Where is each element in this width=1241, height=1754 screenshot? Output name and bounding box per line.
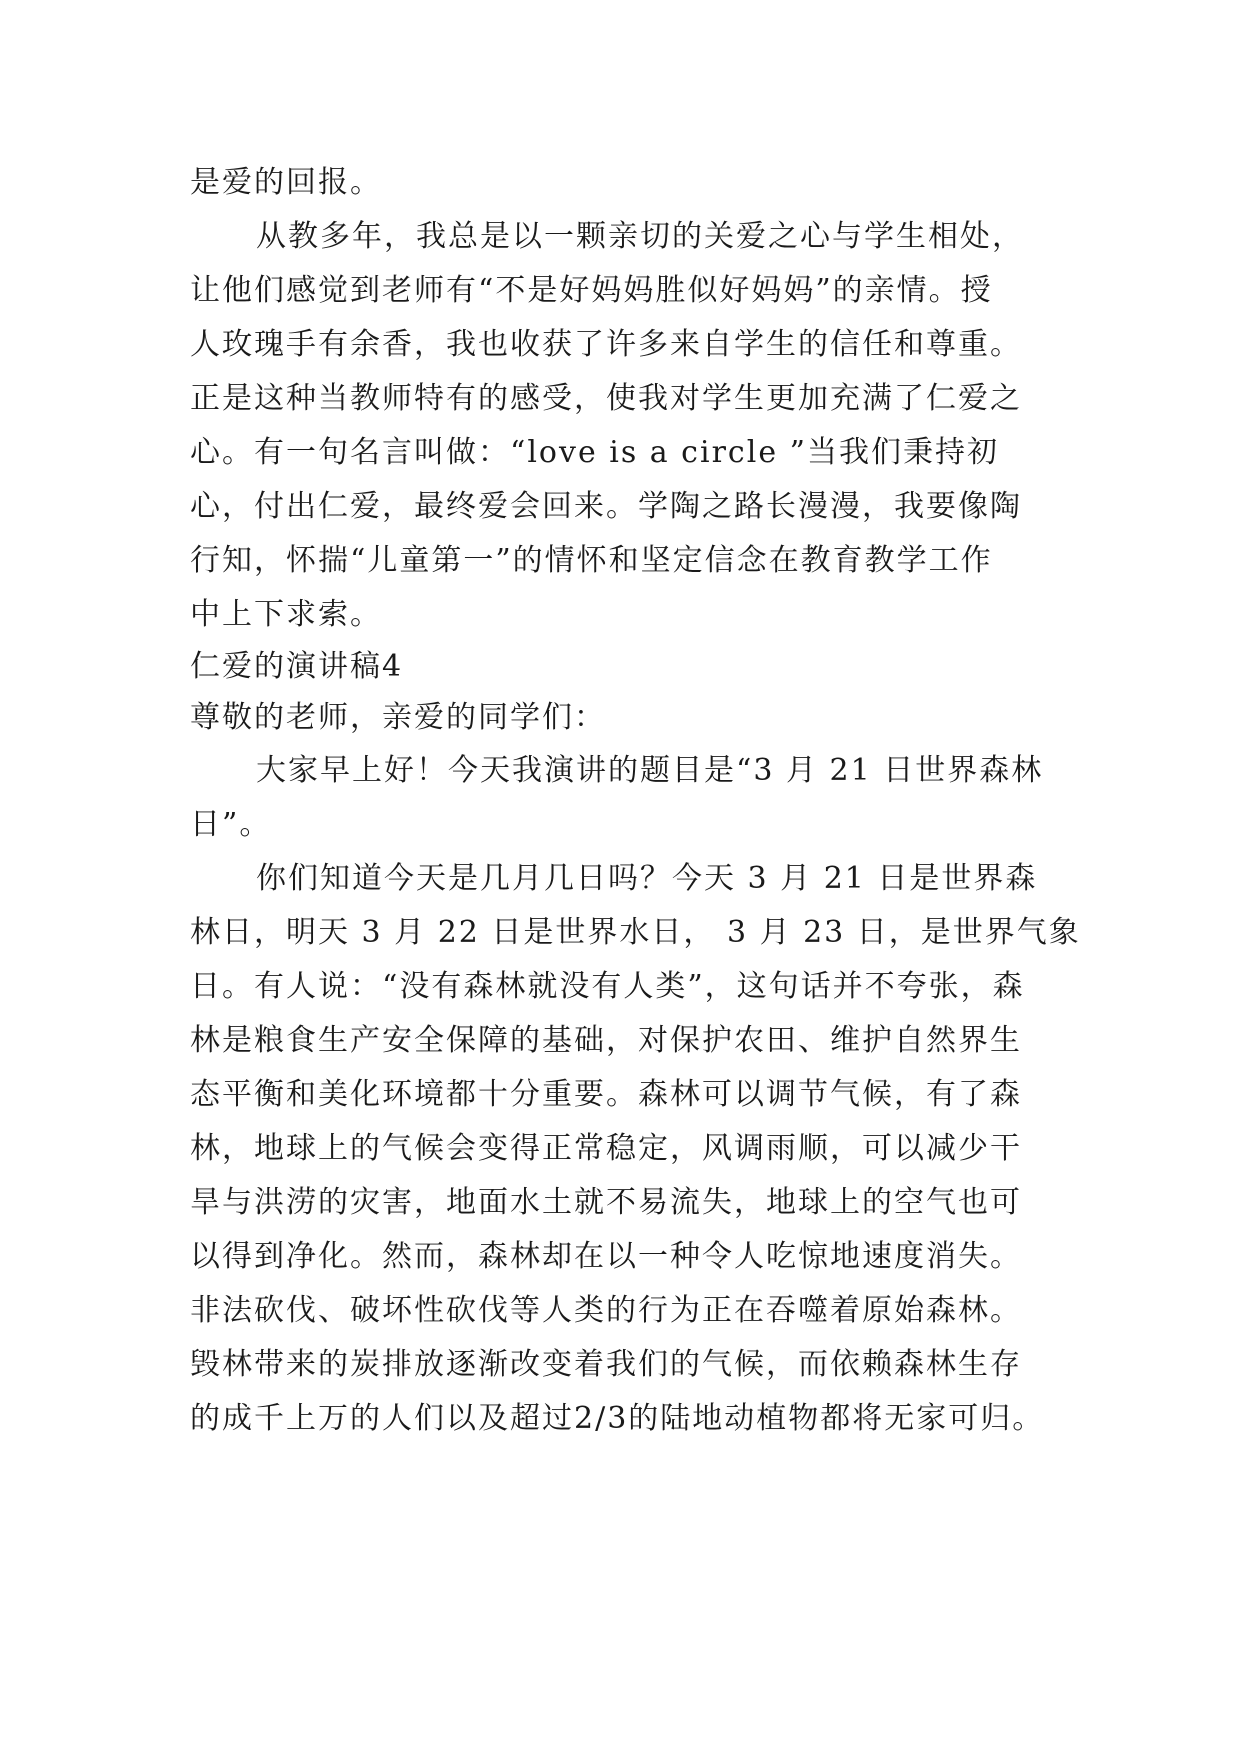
text-line: 的成千上万的人们以及超过2/3的陆地动植物都将无家可归。 <box>190 1401 1045 1436</box>
text-line: 大家早上好！今天我演讲的题目是“3 月 21 日世界森林 <box>256 753 1044 788</box>
text-line: 旱与洪涝的灾害，地面水土就不易流失，地球上的空气也可 <box>190 1185 1022 1220</box>
text-line: 是爱的回报。 <box>190 165 382 200</box>
text-line: 以得到净化。然而，森林却在以一种令人吃惊地速度消失。 <box>190 1239 1022 1274</box>
text-line: 你们知道今天是几月几日吗？今天 3 月 21 日是世界森 <box>256 861 1038 896</box>
text-line: 日。有人说：“没有森林就没有人类”，这句话并不夸张，森 <box>190 969 1025 1004</box>
text-line: 行知，怀揣“儿童第一”的情怀和坚定信念在教育教学工作 <box>190 543 993 578</box>
section-title: 仁爱的演讲稿4 <box>190 649 404 684</box>
text-line: 从教多年，我总是以一颗亲切的关爱之心与学生相处， <box>256 219 1024 254</box>
text-line: 让他们感觉到老师有“不是好妈妈胜似好妈妈”的亲情。授 <box>190 273 993 308</box>
salutation: 尊敬的老师，亲爱的同学们： <box>190 700 606 735</box>
text-line: 正是这种当教师特有的感受，使我对学生更加充满了仁爱之 <box>190 381 1022 416</box>
text-line: 非法砍伐、破坏性砍伐等人类的行为正在吞噬着原始森林。 <box>190 1293 1022 1328</box>
text-line: 人玫瑰手有余香，我也收获了许多来自学生的信任和尊重。 <box>190 327 1022 362</box>
text-line: 林，地球上的气候会变得正常稳定，风调雨顺，可以减少干 <box>190 1131 1022 1166</box>
text-line: 林日，明天 3 月 22 日是世界水日， 3 月 23 日，是世界气象 <box>190 915 1081 950</box>
text-line: 心。有一句名言叫做：“love is a circle ”当我们秉持初 <box>190 435 999 470</box>
text-line: 态平衡和美化环境都十分重要。森林可以调节气候，有了森 <box>190 1077 1022 1112</box>
text-line: 毁林带来的炭排放逐渐改变着我们的气候，而依赖森林生存 <box>190 1347 1022 1382</box>
text-line: 中上下求索。 <box>190 597 382 632</box>
text-line: 日”。 <box>190 807 272 842</box>
text-line: 林是粮食生产安全保障的基础，对保护农田、维护自然界生 <box>190 1023 1022 1058</box>
text-line: 心，付出仁爱，最终爱会回来。学陶之路长漫漫，我要像陶 <box>190 489 1022 524</box>
